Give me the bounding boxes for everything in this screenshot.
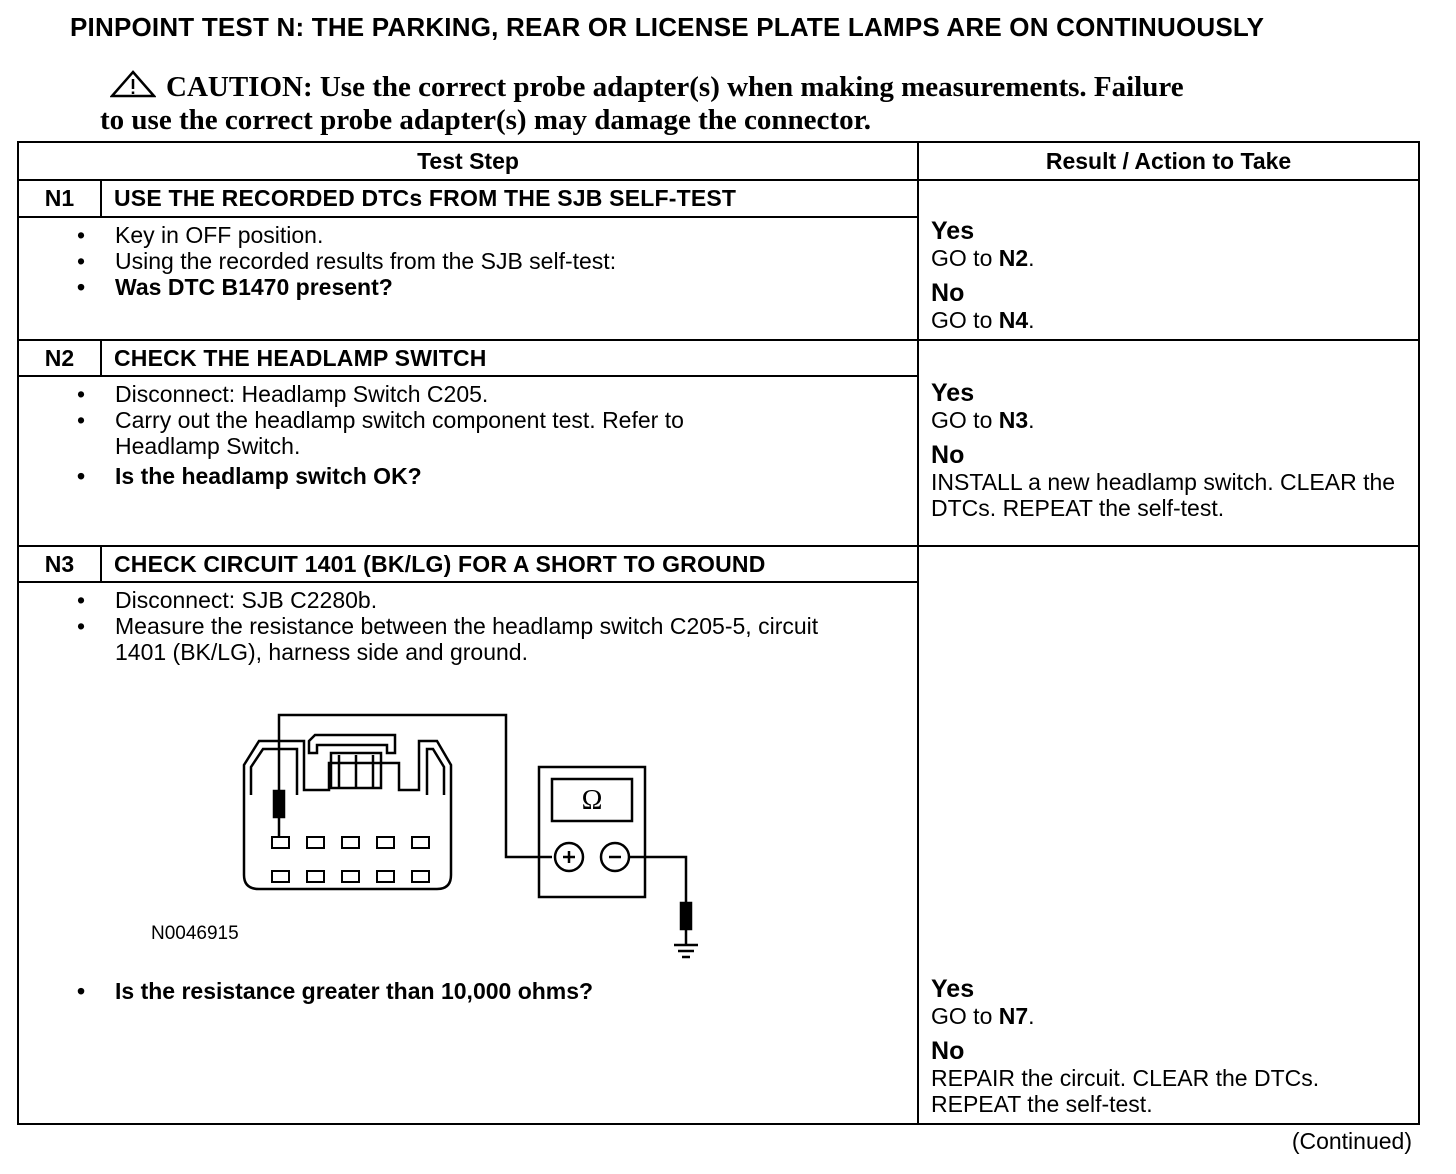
step-body [18,376,918,546]
continued-note: (Continued) [1291,1128,1412,1154]
no-action: GO to N4. [931,307,1035,333]
step-question: • Is the resistance greater than 10,000 ohms? [115,978,917,1004]
no-action: INSTALL a new headlamp switch. CLEAR the DTCs. REPEAT the self-test. [931,469,1396,521]
step-question: • Is the headlamp switch OK? [115,463,917,489]
yes-action: GO to N3. [931,407,1035,433]
probe-wire-positive [279,715,552,857]
col-header-test-step: Test Step [18,142,918,180]
yes-action: GO to N2. [931,245,1035,271]
yes-label: Yes [931,975,975,1003]
yes-label: Yes [931,379,975,407]
step-heading: USE THE RECORDED DTCs FROM THE SJB SELF-TEST [101,180,918,217]
result-cell [918,340,1419,546]
no-label: No [931,1037,965,1065]
step-id: N3 [18,546,101,582]
list-item: • Disconnect: Headlamp Switch C205. [115,381,917,407]
connector-latch-shape [309,735,395,753]
step-body [18,582,918,1124]
no-action: REPAIR the circuit. CLEAR the DTCs. REPEAT the self-test. [931,1065,1320,1117]
caution-note [100,70,1340,136]
page-title: PINPOINT TEST N: THE PARKING, REAR OR LICENSE PLATE LAMPS ARE ON CONTINUOUSLY [70,12,1265,42]
pinpoint-test-table [17,141,1420,1125]
connector-terminals [272,837,429,882]
caution-line-2: to use the correct probe adapter(s) may damage the connector. [100,104,872,136]
step-question: • Was DTC B1470 present? [115,274,917,300]
list-item: • Disconnect: SJB C2280b. [115,587,917,613]
list-item: • Using the recorded results from the SJB self-test: [115,248,917,274]
yes-action: GO to N7. [931,1003,1035,1029]
figure-id: N0046915 [151,923,239,944]
step-body [18,217,918,340]
list-item: • Carry out the headlamp switch component test. Refer to Headlamp Switch. [115,407,775,459]
yes-label: Yes [931,217,975,245]
col-header-result: Result / Action to Take [918,142,1419,180]
probe-tip-shape [274,791,284,817]
caution-line-1: CAUTION: Use the correct probe adapter(s) when making measurements. Failure [166,71,1184,103]
ohm-symbol: Ω [581,785,603,816]
warning-triangle-icon [110,70,156,105]
result-cell [918,546,1419,1124]
result-cell [918,180,1419,340]
connector-ohmmeter-diagram [219,695,719,967]
step-heading: CHECK THE HEADLAMP SWITCH [101,340,918,376]
no-label: No [931,441,965,469]
step-heading: CHECK CIRCUIT 1401 (BK/LG) FOR A SHORT TO GROUND [101,546,918,582]
no-label: No [931,279,965,307]
step-id: N1 [18,180,101,217]
step-id: N2 [18,340,101,376]
list-item: • Key in OFF position. [115,222,917,248]
list-item: • Measure the resistance between the headlamp switch C205-5, circuit 1401 (BK/LG), harness side and ground. [115,613,845,665]
